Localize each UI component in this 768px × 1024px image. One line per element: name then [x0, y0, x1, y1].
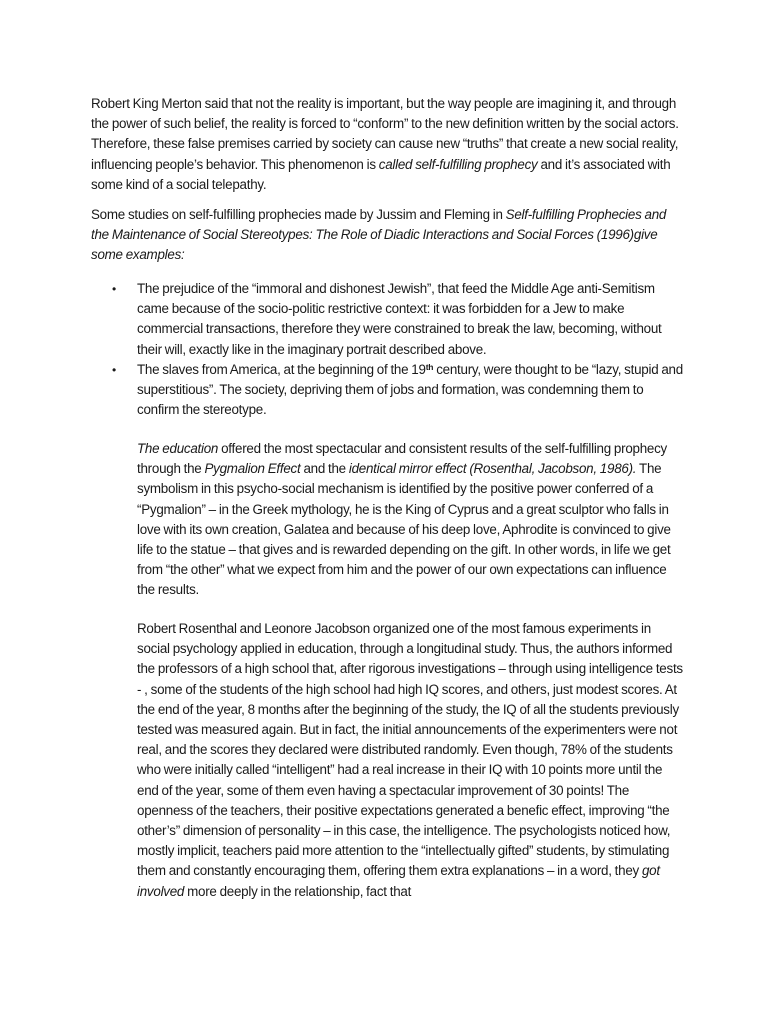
paragraph-merton-tail: and it’s associated with some kind of a social telepathy.	[91, 156, 671, 192]
list-item-text-tail: century, were thought to be “lazy, stupid and superstitious”. The society, depriving them of jobs and formation, was condemning them to confirm the stereotype.	[137, 361, 683, 418]
list-item	[112, 279, 684, 360]
study-title: Self-fulfilling Prophecies and the Maintenance of Social Stereotypes: The Role of Diadic Interactions and Social Forces (1996)give some examples:	[91, 207, 667, 263]
examples-list	[112, 279, 684, 420]
list-item	[112, 360, 684, 421]
paragraph-rosenthal	[137, 619, 683, 902]
paragraph-education-text: offered the most spectacular and consistent results of the self-fulfilling prophecy through the	[137, 441, 667, 477]
mirror-effect-citation: identical mirror effect (Rosenthal, Jacobson, 1986).	[348, 461, 637, 477]
pygmalion-effect-term: Pygmalion Effect	[204, 461, 301, 477]
paragraph-merton-text: Robert King Merton said that not the reality is important, but the way people are imagining it, and through the power of such belief, the reality is forced to “conform” to the new definition written by the social actors. Therefore, these false premises carried by society can cause new “truths” that create a new social reality, influencing people’s behavior. This phenomenon is	[91, 96, 679, 172]
paragraph-rosenthal-text: Robert Rosenthal and Leonore Jacobson organized one of the most famous experiments in social psychology applied in education, through a longitudinal study. Thus, the authors informed the professors of a high school that, after rigorous investigations – through using intelligence tests - , some of the students of the high school had high IQ scores, and others, just modest scores. At the end of the year, 8 months after the beginning of the study, the IQ of all the students previously tested was measured again. But in fact, the initial announcements of the experimenters were not real, and the scores they declared were distributed randomly. Even though, 78% of the students who were initially called “intelligent” had a real increase in their IQ with 10 points more until the end of the year, some of them even having a spectacular improvement of 30 points! The openness of the teachers, their positive expectations generated a benefic effect, improving “the other’s” dimension of personality – in this case, the intelligence. The psychologists noticed how, mostly implicit, teachers paid more attention to the “intellectually gifted” students, by stimulating them and constantly encouraging them, offering them extra explanations – in a word, they	[137, 621, 683, 879]
paragraph-education-and: and the	[300, 461, 349, 477]
paragraph-education-tail: The symbolism in this psycho-social mechanism is identified by the positive power conferred of a “Pygmalion” – in the Greek mythology, he is the King of Cyprus and a great sculptor who falls in love with its own creation, Galatea and because of his deep love, Aphrodite is convinced to give life to the statue – that gives and is rewarded depending on the gift. In other words, in life we get from “the other” what we expect from him and the power of our own expectations can influence the results.	[137, 461, 671, 598]
bullet-icon: •	[112, 362, 116, 377]
paragraph-merton	[91, 94, 681, 195]
paragraph-studies	[91, 205, 681, 266]
education-term: The education	[137, 441, 219, 456]
paragraph-studies-text: Some studies on self-fulfilling prophecies made by Jussim and Fleming in	[91, 207, 506, 222]
bullet-icon: •	[112, 282, 116, 296]
superscript-th: th	[425, 361, 434, 372]
self-fulfilling-prophecy-term: called self-fulfilling prophecy	[378, 156, 538, 172]
got-involved-term: got involved	[137, 863, 660, 899]
paragraph-rosenthal-tail: more deeply in the relationship, fact that	[184, 883, 412, 899]
list-item-text: The prejudice of the “immoral and dishonest Jewish”, that feed the Middle Age anti-Semitism came because of the socio-politic restrictive context: it was forbidden for a Jew to make commercial transactions, therefore they were constrained to break the law, becoming, without their will, exactly like in the imaginary portrait described above.	[137, 281, 662, 357]
paragraph-education	[137, 439, 683, 601]
list-item-text: The slaves from America, at the beginning of the 19	[137, 361, 426, 377]
